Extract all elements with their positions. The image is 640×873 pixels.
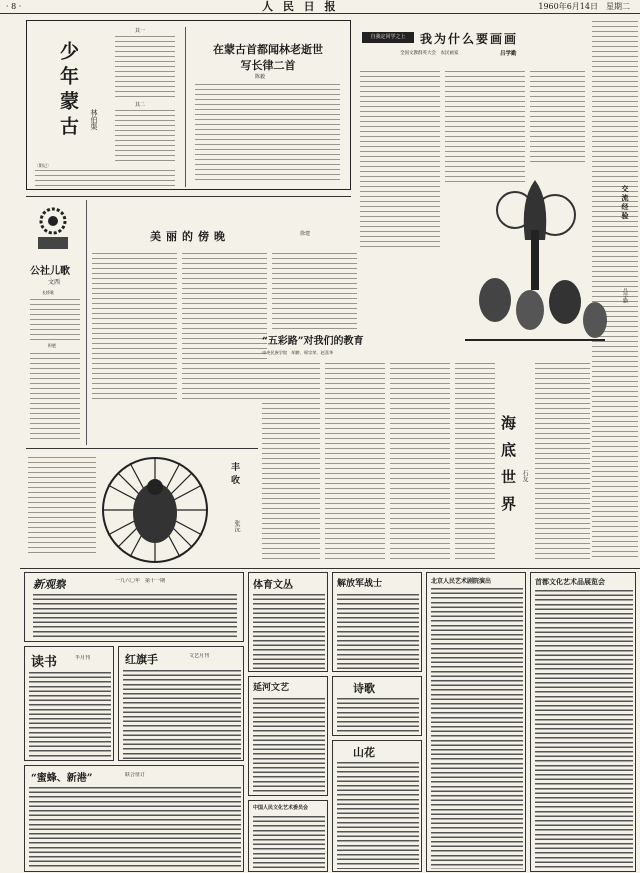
ad-shanhua: [332, 740, 422, 872]
gongshe-text2: [30, 352, 80, 440]
haidi-text-a: [535, 362, 590, 562]
gongshe-text1: [30, 298, 80, 340]
gongshe-sub2: 积肥: [48, 343, 56, 348]
wucailu-text-b: [325, 362, 385, 562]
fengshou-title: 丰收: [229, 462, 239, 488]
wucailu-text-c: [390, 362, 450, 562]
poem-author: 陈毅: [255, 74, 266, 80]
ad-wenyi: [248, 800, 328, 872]
ad-xinguancha: [24, 572, 244, 642]
shaonian-author: 林伯渠: [90, 109, 98, 130]
ad-mifeng: [24, 765, 244, 872]
fengshou-side-text: [28, 456, 96, 556]
shaonian-note: 〔附记〕: [35, 163, 51, 168]
gongshe-figure: [28, 205, 78, 253]
illustration: [455, 170, 615, 350]
ad-renyi: [426, 572, 526, 872]
painting-text-c: [530, 70, 585, 165]
painting-text-d: [455, 362, 495, 562]
ad-tiyu: [248, 572, 328, 672]
masthead: [0, 0, 640, 14]
newspaper-name: 人 民 日 报: [262, 0, 339, 13]
gongshe-sub: 长桥歌: [42, 290, 54, 295]
painting-tag: 自我定同学之上: [362, 32, 414, 43]
shaonian-text2: [115, 109, 175, 161]
ad-dushu: [24, 646, 114, 761]
illustration-caption: 交流经验: [621, 185, 630, 221]
haidi-text-b: [592, 470, 638, 560]
wucailu-text-a: [262, 362, 320, 562]
ad-tiyu-title: 体育文丛: [253, 580, 293, 591]
painting-text-a: [360, 70, 440, 250]
ad-mifeng-title: “蜜蜂、新港”: [31, 773, 93, 784]
haidi-author: 石友: [521, 470, 528, 482]
shaonian-part1: 其一: [135, 28, 146, 34]
shaonian-part2: 其二: [135, 102, 146, 108]
haidi-title: 海底世界: [499, 415, 517, 523]
ad-hongqishou-title: 红旗手: [125, 653, 158, 666]
shaonian-text1: [115, 35, 175, 97]
ad-jiefangjun: [332, 572, 422, 672]
shaonian-note-text: [35, 169, 175, 187]
poem-subtitle: 写长律二首: [240, 59, 296, 72]
shaonian-title: 少年蒙古: [57, 41, 79, 141]
illustration-credit: 吕学勤: [622, 288, 628, 303]
fengshou-woodcut: [100, 455, 210, 565]
ad-mifeng-sub: 联合征订: [125, 772, 146, 778]
gongshe-title: 公社儿歌: [30, 266, 70, 277]
ad-shige: [332, 676, 422, 736]
ad-renyi-title: 北京人民艺术剧院演出: [431, 578, 492, 585]
fengshou-author: 张沅: [233, 520, 240, 532]
ad-wenyi-title: 中国人民文化艺术委员会: [253, 805, 309, 811]
ad-yanhe-title: 延河文艺: [253, 683, 290, 693]
painting-text-b: [445, 70, 525, 185]
ad-shanhua-title: 山花: [353, 746, 375, 759]
meili-author: 徐建: [300, 231, 311, 237]
ad-xinguancha-title: 新观察: [33, 578, 66, 591]
shaonian-box: [26, 20, 351, 190]
ad-dushu-title: 读书: [31, 655, 58, 670]
poem-text: [195, 83, 340, 183]
poem-title: 在蒙古首都闻林老逝世: [213, 43, 323, 56]
ad-jiefangjun-title: 解放军战士: [337, 579, 383, 589]
wucailu-byline: 中央民族学院 胡耕、邢宗荣、赵喜华: [262, 350, 334, 355]
ad-shoudu: [530, 572, 636, 872]
painting-byline: 全国文教群英大会 农民画家: [400, 51, 459, 56]
wucailu-title: “五彩路”对我们的教育: [262, 336, 364, 347]
ad-dushu-sub: 半月刊: [75, 655, 91, 661]
meili-text-a: [92, 252, 177, 402]
ad-hongqishou-sub: 文艺月刊: [189, 653, 210, 659]
painting-title: 我为什么要画画: [420, 32, 519, 46]
ad-hongqishou: [118, 646, 244, 761]
ad-shige-title: 诗歌: [353, 682, 375, 695]
ad-yanhe: [248, 676, 328, 796]
issue-date: 1960年6月14日 星期二: [538, 2, 630, 11]
gongshe-author: 文西: [48, 279, 61, 286]
page-number: · 8 ·: [6, 2, 22, 11]
meili-title: 美丽的傍晚: [150, 230, 230, 243]
ad-shoudu-title: 首都文化艺术品展览会: [535, 577, 605, 586]
meili-text-c: [272, 252, 357, 332]
painting-author: 吕学勤: [500, 51, 517, 57]
ad-xinguancha-issue: 一九六〇年 第十一期: [115, 578, 166, 584]
meili-text-b: [182, 252, 267, 402]
